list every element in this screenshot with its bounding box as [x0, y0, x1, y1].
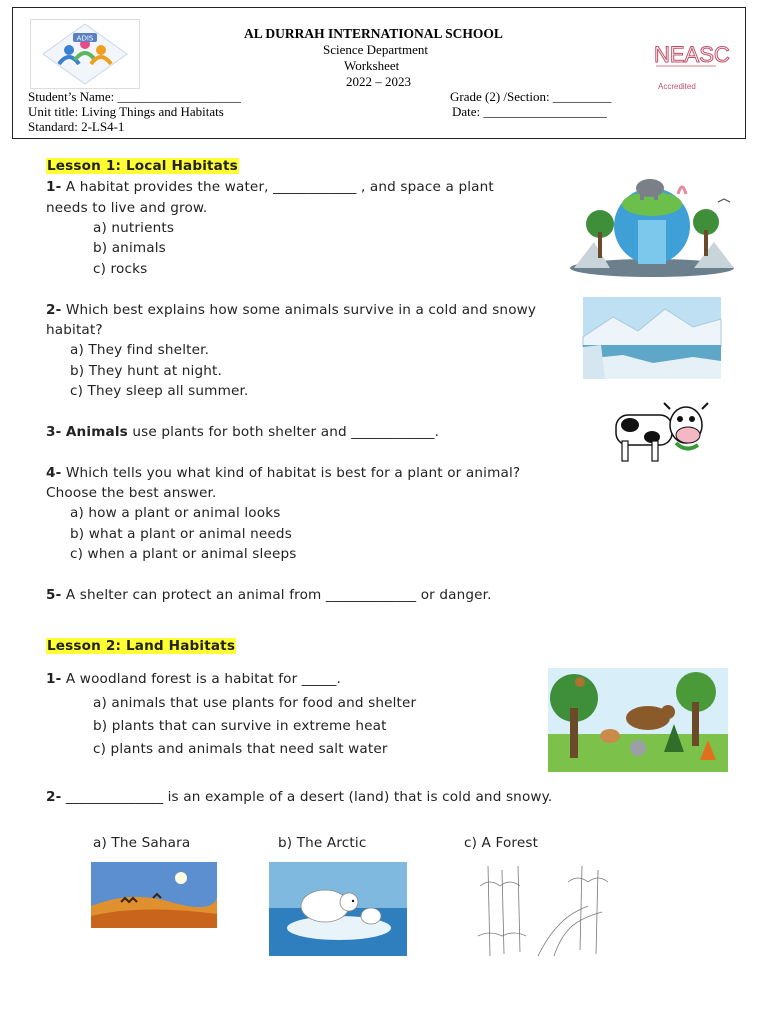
l1-q2-option-c[interactable]: c) They sleep all summer.: [70, 383, 249, 399]
department: Science Department: [323, 42, 429, 57]
l1-q3-bold: Animals: [65, 424, 128, 440]
l2-q1-option-a[interactable]: a) animals that use plants for food and shelter: [93, 695, 417, 711]
arctic-polar-bear-image: [269, 862, 407, 960]
l1-q2-line1: [46, 302, 536, 318]
l1-q3: [46, 424, 439, 440]
l1-q2-line2: habitat?: [46, 322, 103, 338]
l1-q2-num: 2-: [46, 302, 62, 318]
l1-q4-line1: [46, 465, 520, 481]
l1-q1-option-b[interactable]: b) animals: [93, 240, 166, 256]
habitats-illustration: [568, 176, 736, 284]
l1-q2-option-a[interactable]: a) They find shelter.: [70, 342, 210, 358]
l2-q1-text: A woodland forest is a habitat for _____.: [65, 671, 342, 687]
l1-q5-num: 5-: [46, 587, 62, 603]
l1-q1-num: 1-: [46, 179, 62, 195]
l1-q4-num: 4-: [46, 465, 62, 481]
neasc-logo: [652, 40, 730, 96]
l1-q4-option-b[interactable]: b) what a plant or animal needs: [70, 526, 292, 542]
neasc-accredited: Accredited: [658, 82, 696, 91]
l2-q2-num: 2-: [46, 789, 62, 805]
l1-q4-text: Which tells you what kind of habitat is best for a plant or animal?: [65, 465, 521, 481]
l1-q3-text: use plants for both shelter and ____________.: [132, 424, 440, 440]
l1-q4-option-c[interactable]: c) when a plant or animal sleeps: [70, 546, 297, 562]
l2-q1-option-b[interactable]: b) plants that can survive in extreme heat: [93, 718, 387, 734]
l1-q1-option-a[interactable]: a) nutrients: [93, 220, 175, 236]
standard: Standard: 2-LS4-1: [28, 119, 125, 134]
logo-left-text: ADIS: [76, 34, 94, 43]
l1-q4-option-a[interactable]: a) how a plant or animal looks: [70, 505, 281, 521]
cow-image: [612, 395, 708, 473]
lesson2-title-text: Lesson 2: Land Habitats: [47, 638, 236, 654]
l2-q2-text: ______________ is an example of a desert (land) that is cold and snowy.: [65, 789, 553, 805]
l2-q2: [46, 789, 552, 805]
l1-q4-line2: Choose the best answer.: [46, 485, 217, 501]
l2-q2-option-a[interactable]: a) The Sahara: [93, 835, 191, 851]
l1-q2-text: Which best explains how some animals survive in a cold and snowy: [65, 302, 537, 318]
l1-q1-option-c[interactable]: c) rocks: [93, 261, 148, 277]
school-year: 2022 – 2023: [346, 74, 411, 89]
sahara-desert-image: [91, 862, 217, 932]
lesson1-title: [46, 158, 239, 174]
forest-sketch-image: [478, 866, 610, 960]
l1-q5: [46, 587, 492, 603]
neasc-logo-text: NEASC: [654, 42, 730, 67]
l1-q1-text: A habitat provides the water, ____________ , and space a plant: [65, 179, 494, 195]
date-field[interactable]: Date: ___________________: [452, 104, 607, 119]
school-logo: [30, 19, 140, 89]
l2-q2-option-c[interactable]: c) A Forest: [464, 835, 539, 851]
l1-q1-line1: [46, 179, 494, 195]
snowy-habitat-image: [583, 297, 721, 383]
l2-q1-option-c[interactable]: c) plants and animals that need salt water: [93, 741, 388, 757]
l1-q1-line2: needs to live and grow.: [46, 200, 208, 216]
l1-q2-option-b[interactable]: b) They hunt at night.: [70, 363, 222, 379]
l2-q1: [46, 671, 341, 687]
lesson1-title-text: Lesson 1: Local Habitats: [47, 158, 238, 174]
school-name: AL DURRAH INTERNATIONAL SCHOOL: [244, 26, 503, 41]
l1-q5-text: A shelter can protect an animal from _____________ or danger.: [65, 587, 492, 603]
student-name-field[interactable]: Student’s Name: ___________________: [28, 89, 242, 104]
grade-section-field[interactable]: Grade (2) /Section: _________: [450, 89, 612, 104]
doc-type: Worksheet: [344, 58, 400, 73]
unit-title: Unit title: Living Things and Habitats: [28, 104, 224, 119]
l2-q1-num: 1-: [46, 671, 62, 687]
l2-q2-option-b[interactable]: b) The Arctic: [278, 835, 367, 851]
lesson2-title: [46, 638, 236, 654]
l1-q3-num: 3-: [46, 424, 62, 440]
woodland-forest-image: [548, 668, 728, 776]
